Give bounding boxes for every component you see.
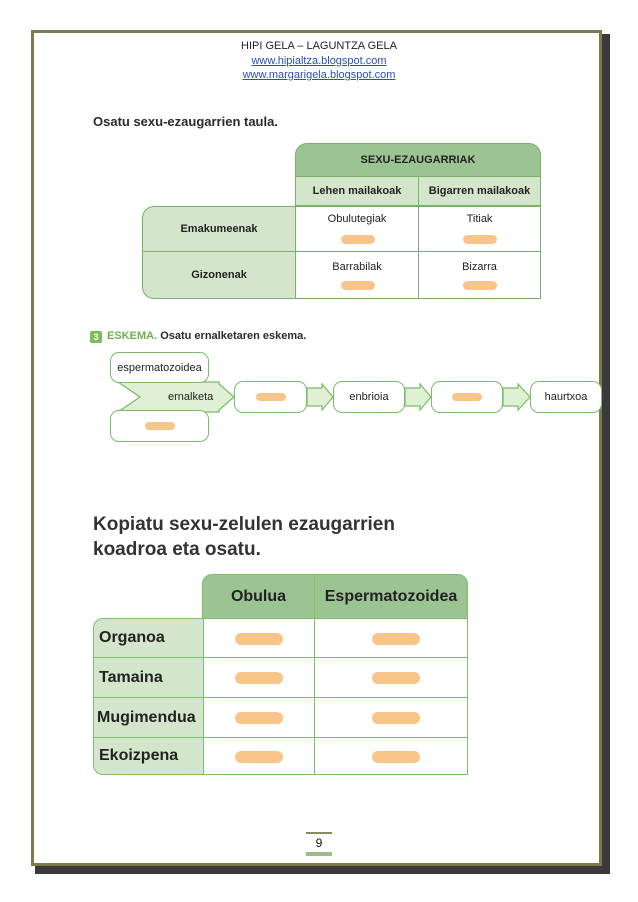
blank-answer[interactable] — [372, 712, 420, 724]
link-hipialtza[interactable]: www.hipialtza.blogspot.com — [251, 55, 387, 67]
task1-instruction: Osatu sexu-ezaugarrien taula. — [93, 114, 278, 129]
arrow-icon — [503, 384, 530, 410]
table1-cell-ovaries: Obulutegiak — [295, 206, 419, 252]
task3-title-line2: koadroa eta osatu. — [93, 539, 261, 560]
arrow-icon — [405, 384, 431, 410]
task2-label: ESKEMA. — [107, 330, 158, 342]
blank-answer[interactable] — [256, 393, 286, 401]
table1-col-secondary: Bigarren mailakoak — [418, 176, 541, 206]
blank-answer[interactable] — [452, 393, 482, 401]
table2-col-sperm: Espermatozoidea — [314, 574, 468, 619]
link-margarigela[interactable]: www.margarigela.blogspot.com — [242, 69, 396, 81]
table1-cell-testicles: Barrabilak — [295, 251, 419, 299]
sperm-box: espermatozoidea — [110, 352, 209, 383]
table2-row-organ: Organoa — [93, 618, 204, 658]
table1-row-women: Emakumeenak — [142, 206, 296, 252]
table2-row-size: Tamaina — [93, 657, 204, 698]
blank-answer[interactable] — [235, 633, 283, 645]
page-number: 9 — [306, 832, 332, 856]
fertilization-label: ernalketa — [168, 391, 214, 403]
table2-row-production: Ekoizpena — [93, 737, 204, 775]
arrow-icon — [307, 384, 333, 410]
table1-row-men: Gizonenak — [142, 251, 296, 299]
table2-col-ovum: Obulua — [202, 574, 315, 619]
task3-title — [93, 512, 395, 562]
header-title: HIPI GELA – LAGUNTZA GELA — [241, 40, 397, 52]
table1-cell-breasts: Titiak — [418, 206, 541, 252]
task2-instruction: Osatu ernalketaren eskema. — [160, 330, 307, 342]
baby-box: haurtxoa — [530, 381, 602, 413]
table1-cell-beard: Bizarra — [418, 251, 541, 299]
blank-answer[interactable] — [235, 672, 283, 684]
blank-answer[interactable] — [235, 751, 283, 763]
task3-title-line1: Kopiatu sexu-zelulen ezaugarrien — [93, 514, 395, 535]
blank-answer[interactable] — [145, 422, 175, 430]
exercise-number-badge: 3 — [90, 331, 102, 343]
table1-header-main: SEXU-EZAUGARRIAK — [295, 143, 541, 177]
table2-row-movement: Mugimendua — [93, 697, 204, 738]
table1-col-primary: Lehen mailakoak — [295, 176, 419, 206]
embryo-box: enbrioia — [333, 381, 405, 413]
blank-answer[interactable] — [372, 751, 420, 763]
blank-answer[interactable] — [372, 672, 420, 684]
blank-answer[interactable] — [372, 633, 420, 645]
blank-answer[interactable] — [235, 712, 283, 724]
